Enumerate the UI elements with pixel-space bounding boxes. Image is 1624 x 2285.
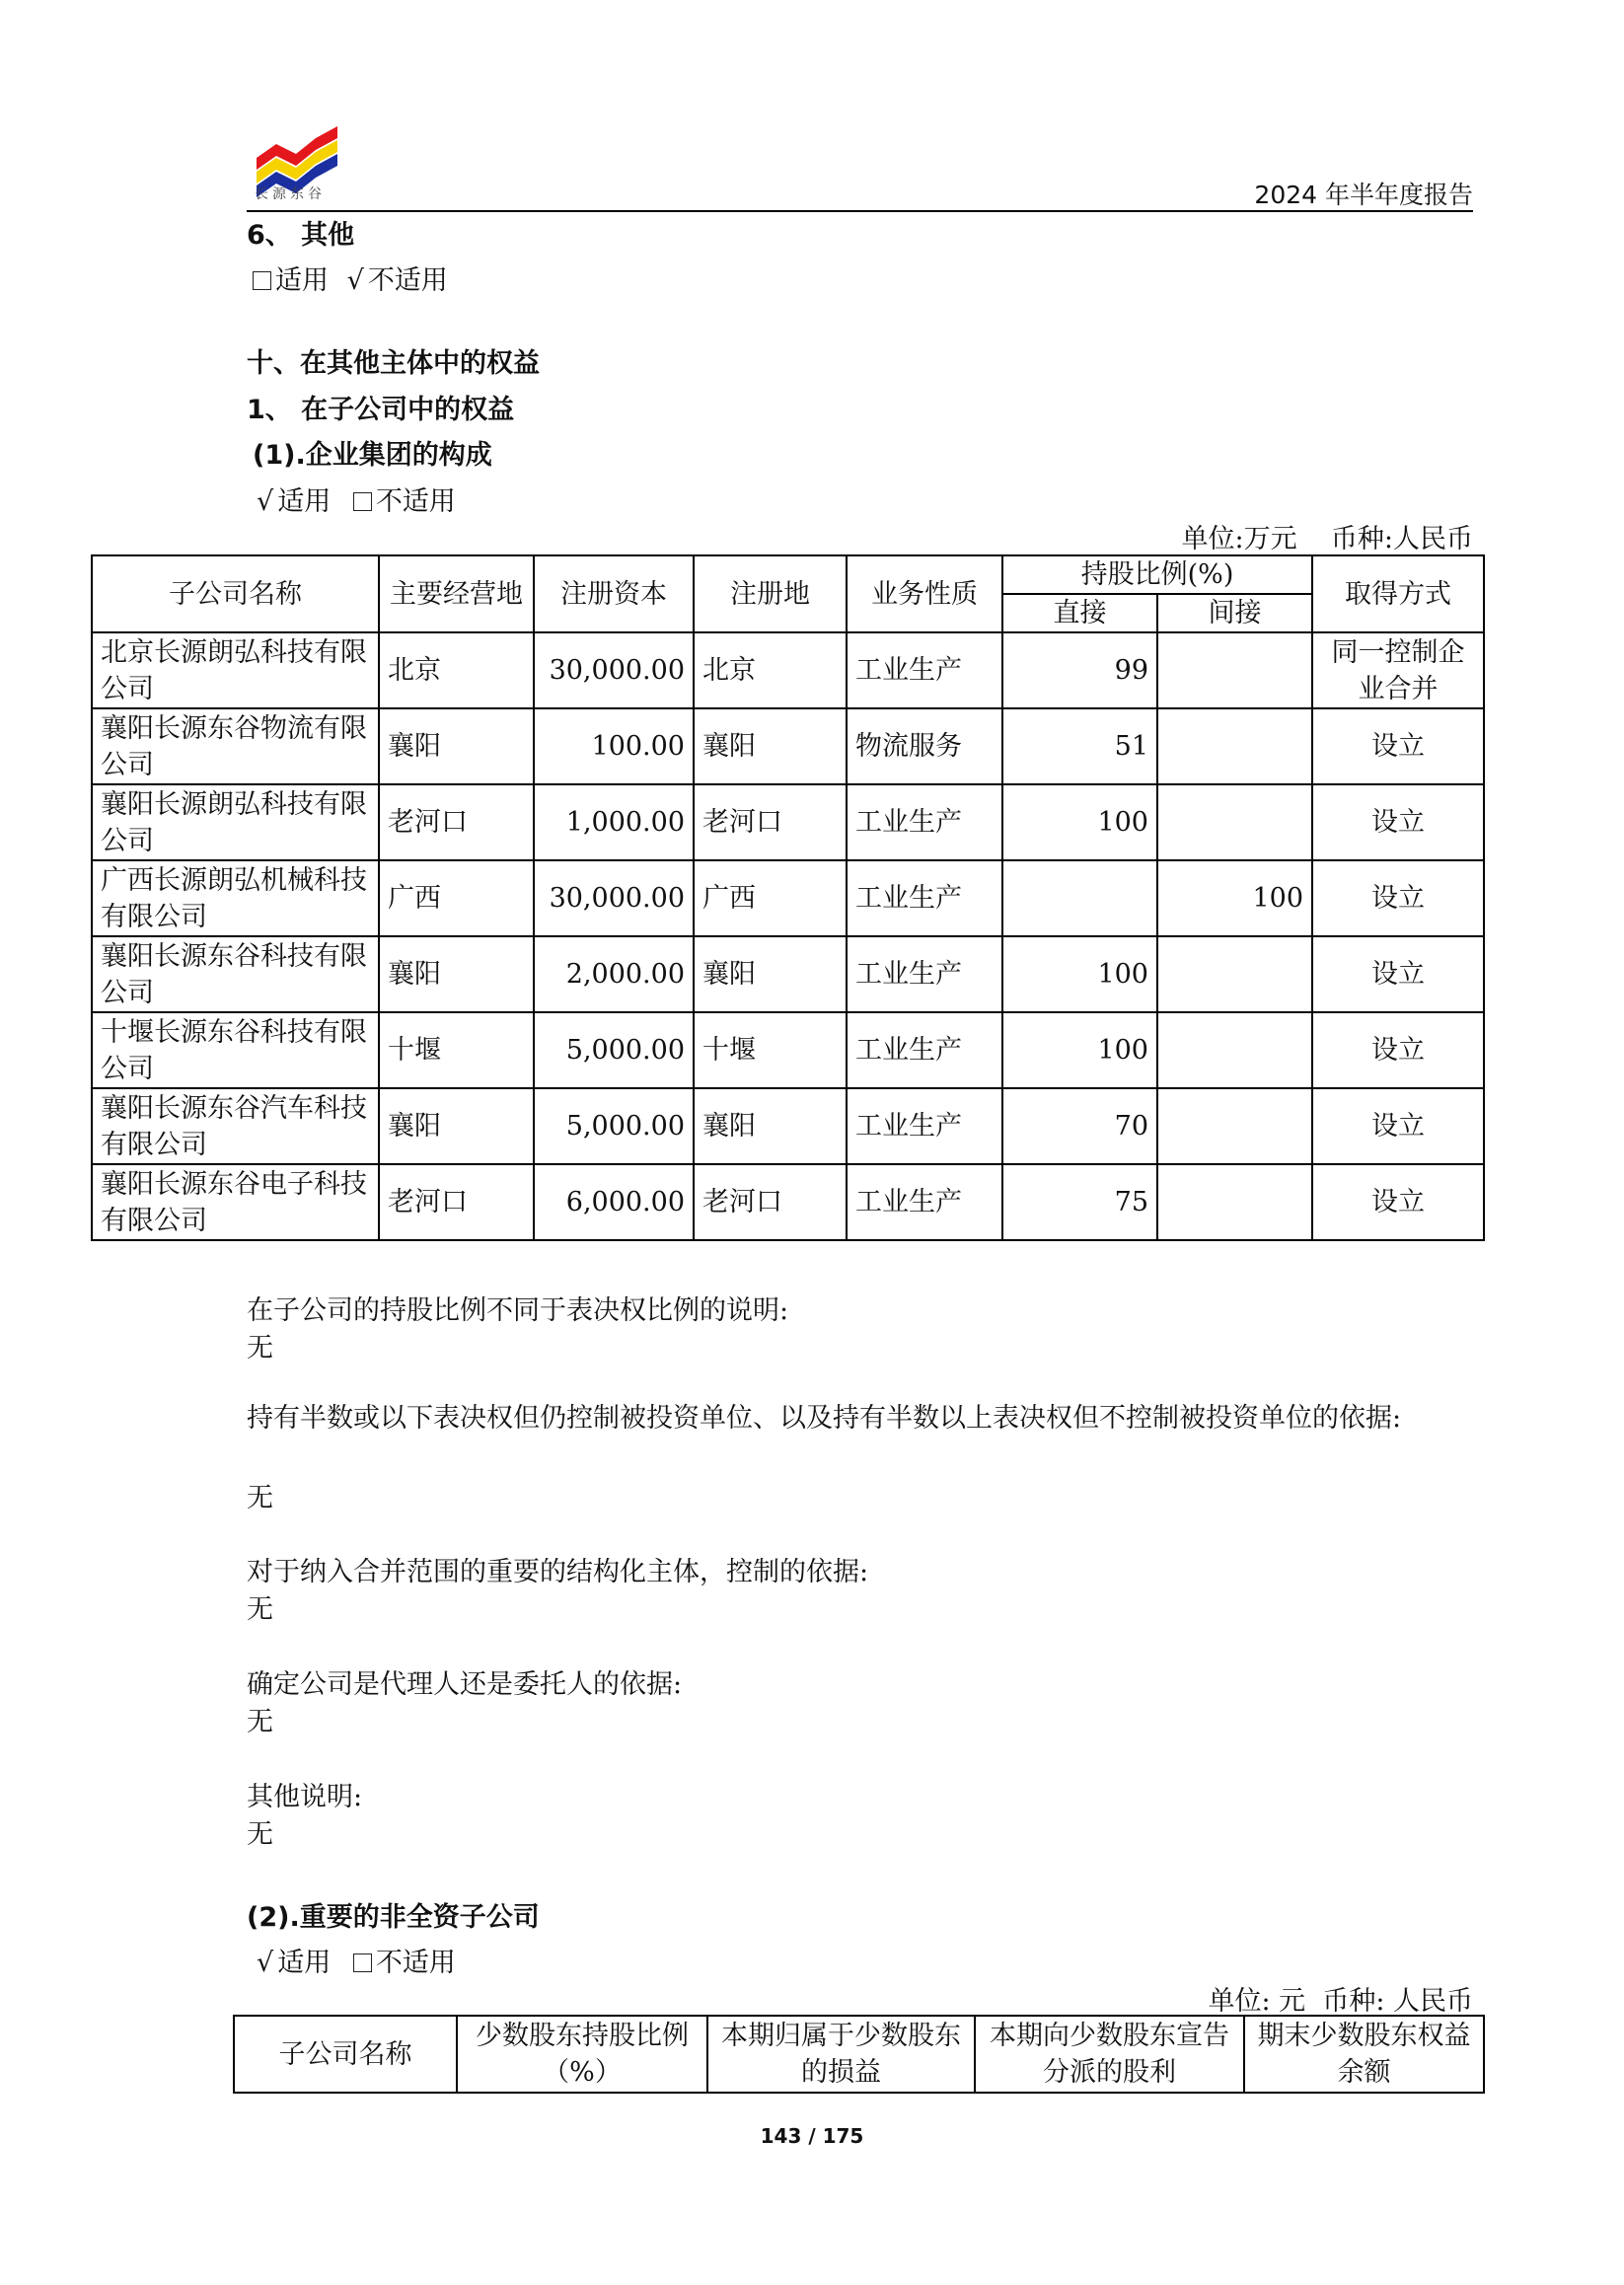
cell-business: 工业生产 <box>847 936 1002 1012</box>
cell-acquire: 设立 <box>1312 1164 1484 1240</box>
note-3-value: 无 <box>247 1594 273 1625</box>
note-5-label: 其他说明: <box>247 1782 363 1812</box>
note-4-value: 无 <box>247 1707 273 1737</box>
cell-indirect <box>1157 708 1312 784</box>
section-10-options: √ 适用 不适用 <box>257 486 456 517</box>
cell-location: 老河口 <box>379 784 534 860</box>
header-business: 业务性质 <box>847 555 1002 632</box>
cell-direct: 100 <box>1002 1012 1157 1088</box>
note-2-label: 持有半数或以下表决权但仍控制被投资单位、以及持有半数以上表决权但不控制被投资单位的依据: <box>247 1403 1402 1434</box>
cell-name: 襄阳长源东谷物流有限公司 <box>92 708 379 784</box>
cell-business: 工业生产 <box>847 632 1002 708</box>
cell-capital: 30,000.00 <box>534 632 694 708</box>
section-6-heading: 6、 其他 <box>247 220 355 251</box>
header-acquire: 取得方式 <box>1312 555 1484 632</box>
header-location: 主要经营地 <box>379 555 534 632</box>
cell-indirect <box>1157 1088 1312 1164</box>
note-2-value: 无 <box>247 1483 273 1513</box>
cell-capital: 1,000.00 <box>534 784 694 860</box>
cell-capital: 30,000.00 <box>534 860 694 936</box>
cell-capital: 5,000.00 <box>534 1088 694 1164</box>
cell-capital: 100.00 <box>534 708 694 784</box>
cell-location: 襄阳 <box>379 708 534 784</box>
header-col-3: 本期归属于少数股东的损益 <box>707 2016 975 2093</box>
cell-reg-place: 老河口 <box>694 784 847 860</box>
cell-location: 襄阳 <box>379 1088 534 1164</box>
cell-location: 老河口 <box>379 1164 534 1240</box>
cell-capital: 2,000.00 <box>534 936 694 1012</box>
table-header-row <box>234 2016 1484 2093</box>
non-wholly-owned-table <box>233 2015 1485 2094</box>
cell-name: 北京长源朗弘科技有限公司 <box>92 632 379 708</box>
report-title: 2024 年半年度报告 <box>1254 181 1473 209</box>
cell-name: 襄阳长源东谷汽车科技有限公司 <box>92 1088 379 1164</box>
cell-indirect <box>1157 632 1312 708</box>
header-reg-place: 注册地 <box>694 555 847 632</box>
section-10-1-1-heading: (1).企业集团的构成 <box>253 440 492 471</box>
note-1-value: 无 <box>247 1333 273 1364</box>
note-1-label: 在子公司的持股比例不同于表决权比例的说明: <box>247 1295 789 1326</box>
cell-name: 襄阳长源朗弘科技有限公司 <box>92 784 379 860</box>
cell-direct <box>1002 860 1157 936</box>
cell-reg-place: 广西 <box>694 860 847 936</box>
header-holding: 持股比例(%) <box>1002 555 1312 594</box>
section-2-heading: (2).重要的非全资子公司 <box>247 1902 540 1933</box>
cell-name: 十堰长源东谷科技有限公司 <box>92 1012 379 1088</box>
cell-acquire: 设立 <box>1312 860 1484 936</box>
cell-business: 工业生产 <box>847 1088 1002 1164</box>
cell-acquire: 设立 <box>1312 1088 1484 1164</box>
checkbox-empty-icon <box>353 492 372 511</box>
cell-location: 广西 <box>379 860 534 936</box>
cell-capital: 5,000.00 <box>534 1012 694 1088</box>
header-direct: 直接 <box>1002 594 1157 632</box>
header-name: 子公司名称 <box>92 555 379 632</box>
note-5-value: 无 <box>247 1819 273 1850</box>
cell-name: 襄阳长源东谷电子科技有限公司 <box>92 1164 379 1240</box>
section-10-1-heading: 1、 在子公司中的权益 <box>247 395 515 425</box>
cell-location: 北京 <box>379 632 534 708</box>
cell-direct: 100 <box>1002 936 1157 1012</box>
section-6-options: 适用 √ 不适用 <box>253 258 448 297</box>
checkbox-empty-icon <box>353 1953 372 1972</box>
checkmark-icon: √ <box>257 1948 274 1978</box>
subsidiary-table <box>91 554 1485 1241</box>
cell-business: 物流服务 <box>847 708 1002 784</box>
cell-indirect <box>1157 1012 1312 1088</box>
cell-direct: 99 <box>1002 632 1157 708</box>
cell-acquire: 同一控制企业合并 <box>1312 632 1484 708</box>
section-10-heading: 十、在其他主体中的权益 <box>247 348 540 379</box>
section-2-options: √ 适用 不适用 <box>257 1948 456 1978</box>
page-number: 143 / 175 <box>760 2124 864 2148</box>
cell-business: 工业生产 <box>847 860 1002 936</box>
cell-business: 工业生产 <box>847 1012 1002 1088</box>
table-row <box>92 1088 1484 1164</box>
cell-acquire: 设立 <box>1312 936 1484 1012</box>
cell-name: 广西长源朗弘机械科技有限公司 <box>92 860 379 936</box>
cell-direct: 70 <box>1002 1088 1157 1164</box>
cell-reg-place: 襄阳 <box>694 936 847 1012</box>
cell-indirect: 100 <box>1157 860 1312 936</box>
unit-currency-line-2: 单位: 元 币种: 人民币 <box>1208 1986 1473 2017</box>
note-4-label: 确定公司是代理人还是委托人的依据: <box>247 1669 683 1700</box>
cell-indirect <box>1157 784 1312 860</box>
header-col-4: 本期向少数股东宣告分派的股利 <box>975 2016 1244 2093</box>
cell-location: 十堰 <box>379 1012 534 1088</box>
cell-reg-place: 襄阳 <box>694 708 847 784</box>
cell-business: 工业生产 <box>847 784 1002 860</box>
header-col-5: 期末少数股东权益余额 <box>1244 2016 1484 2093</box>
note-3-label: 对于纳入合并范围的重要的结构化主体，控制的依据: <box>247 1557 869 1587</box>
table-row <box>92 632 1484 708</box>
table-row <box>92 784 1484 860</box>
cell-capital: 6,000.00 <box>534 1164 694 1240</box>
table-row <box>92 936 1484 1012</box>
cell-direct: 75 <box>1002 1164 1157 1240</box>
cell-acquire: 设立 <box>1312 1012 1484 1088</box>
header-capital: 注册资本 <box>534 555 694 632</box>
cell-acquire: 设立 <box>1312 708 1484 784</box>
cell-indirect <box>1157 936 1312 1012</box>
checkmark-icon: √ <box>346 265 364 296</box>
cell-name: 襄阳长源东谷科技有限公司 <box>92 936 379 1012</box>
table-row <box>92 1164 1484 1240</box>
table-row <box>92 708 1484 784</box>
cell-location: 襄阳 <box>379 936 534 1012</box>
cell-direct: 51 <box>1002 708 1157 784</box>
unit-currency-line: 单位:万元 币种:人民币 <box>1181 524 1473 554</box>
checkmark-icon: √ <box>257 486 274 517</box>
cell-indirect <box>1157 1164 1312 1240</box>
table-header-row <box>92 555 1484 594</box>
cell-direct: 100 <box>1002 784 1157 860</box>
cell-reg-place: 襄阳 <box>694 1088 847 1164</box>
cell-acquire: 设立 <box>1312 784 1484 860</box>
cell-reg-place: 老河口 <box>694 1164 847 1240</box>
cell-business: 工业生产 <box>847 1164 1002 1240</box>
header-indirect: 间接 <box>1157 594 1312 632</box>
header-col-1: 子公司名称 <box>234 2016 457 2093</box>
cell-reg-place: 十堰 <box>694 1012 847 1088</box>
logo-text: 长源东谷 <box>255 186 326 202</box>
header-divider <box>247 210 1473 212</box>
header-col-2: 少数股东持股比例（%） <box>457 2016 707 2093</box>
checkbox-empty-icon <box>253 271 271 290</box>
table-row <box>92 1012 1484 1088</box>
table-row <box>92 860 1484 936</box>
cell-reg-place: 北京 <box>694 632 847 708</box>
